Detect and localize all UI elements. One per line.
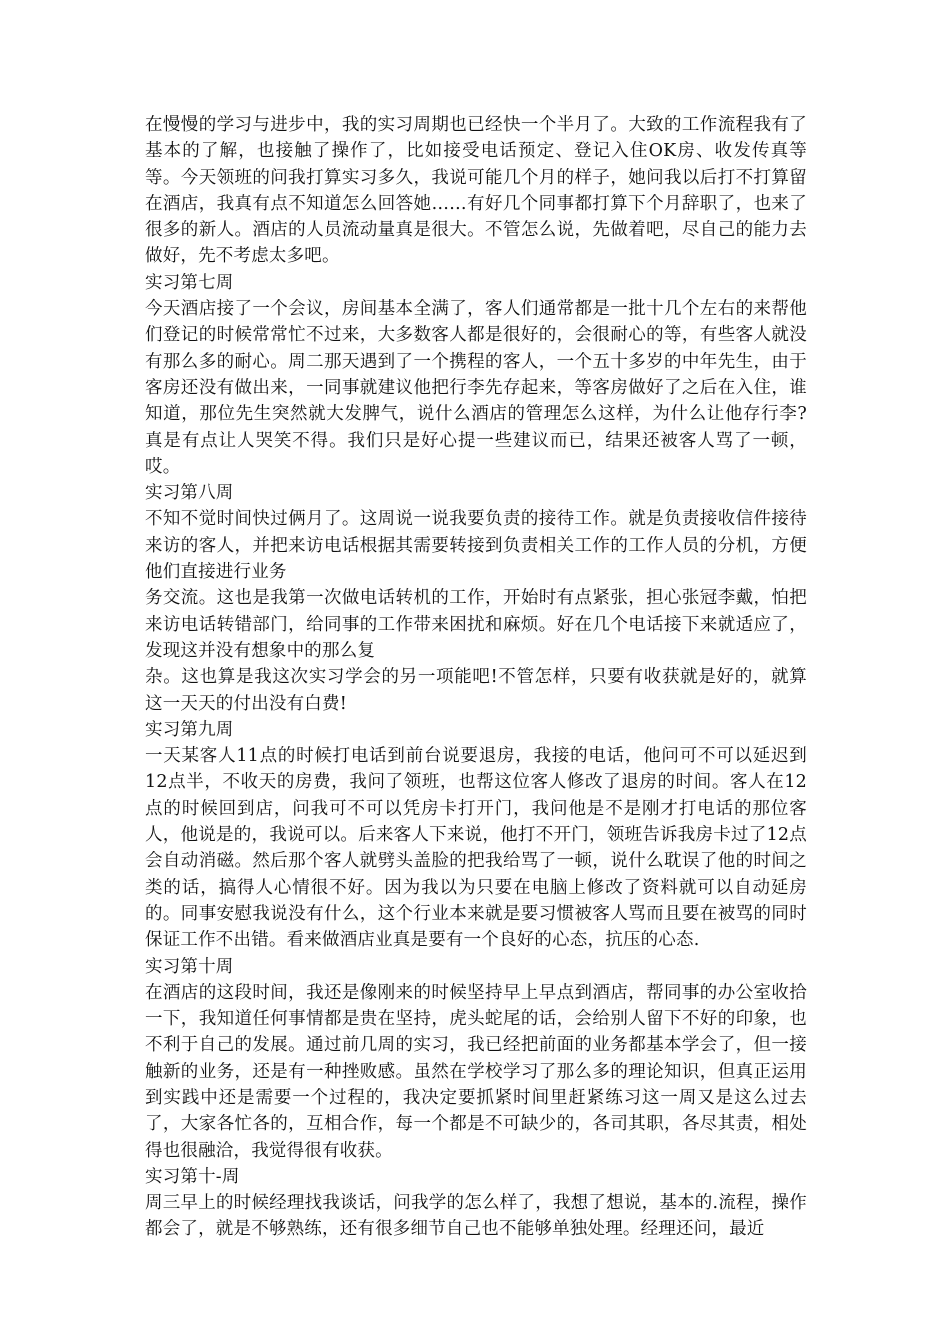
paragraph-week-11: 周三早上的时候经理找我谈话，问我学的怎么样了，我想了想说，基本的.流程，操作都会了，就是不够熟练，还有很多细节自己也不能够单独处理。经理还问，最近 (145, 1193, 807, 1240)
heading-week-8: 实习第八周 (145, 483, 234, 504)
heading-week-10: 实习第十周 (145, 956, 234, 977)
document-body (145, 112, 807, 1243)
paragraph-week-9: 一天某客人11点的时候打电话到前台说要退房，我接的电话，他问可不可以延迟到12点半，不收天的房费，我问了领班，也帮这位客人修改了退房的时间。客人在12点的时候回到店，问我可不可以凭房卡打开门，我问他是不是刚才打电话的那位客人，他说是的，我说可以。后来客人下来说，他打不开门，领班告诉我房卡过了12点会自动消磁。然后那个客人就劈头盖脸的把我给骂了一顿，说什么耽误了他的时间之类的话，搞得人心情很不好。因为我以为只要在电脑上修改了资料就可以自动延房的。同事安慰我说没有什么，这个行业本来就是要习惯被客人骂而且要在被骂的同时保证工作不出错。看来做酒店业真是要有一个良好的心态，抗压的心态. (145, 746, 807, 951)
paragraph-week-8-c: 杂。这也算是我这次实习学会的另一项能吧!不管怎样，只要有收获就是好的，就算这一天天的付出没有白费! (145, 667, 807, 714)
heading-week-9: 实习第九周 (145, 719, 234, 740)
paragraph-week-8-b: 务交流。这也是我第一次做电话转机的工作，开始时有点紧张，担心张冠李戴，怕把来访电话转错部门，给同事的工作带来困扰和麻烦。好在几个电话接下来就适应了，发现这并没有想象中的那么复 (145, 588, 807, 661)
heading-week-7: 实习第七周 (145, 272, 234, 293)
paragraph-intro: 在慢慢的学习与进步中，我的实习周期也已经快一个半月了。大致的工作流程我有了基本的了解，也接触了操作了，比如接受电话预定、登记入住OK房、收发传真等等。今天领班的问我打算实习多久，我说可能几个月的样子，她问我以后打不打算留在酒店，我真有点不知道怎么回答她……有好几个同事都打算下个月辞职了，也来了很多的新人。酒店的人员流动量真是很大。不管怎么说，先做着吧，尽自己的能力去做好，先不考虑太多吧。 (145, 115, 807, 267)
paragraph-week-8-a: 不知不觉时间快过俩月了。这周说一说我要负责的接待工作。就是负责接收信件接待来访的客人，并把来访电话根据其需要转接到负责相关工作的工作人员的分机，方便他们直接进行业务 (145, 509, 807, 583)
paragraph-week-7: 今天酒店接了一个会议，房间基本全满了，客人们通常都是一批十几个左右的来帮他们登记的时候常常忙不过来，大多数客人都是很好的，会很耐心的等，有些客人就没有那么多的耐心。周二那天遇到了一个携程的客人，一个五十多岁的中年先生，由于客房还没有做出来，一同事就建议他把行李先存起来，等客房做好了之后在入住，谁知道，那位先生突然就大发脾气，说什么酒店的管理怎么这样，为什么让他存行李?真是有点让人哭笑不得。我们只是好心提一些建议而已，结果还被客人骂了一顿，哎。 (145, 299, 807, 477)
heading-week-11: 实习第十-周 (145, 1166, 240, 1187)
paragraph-week-10: 在酒店的这段时间，我还是像刚来的时候坚持早上早点到酒店，帮同事的办公室收拾一下，我知道任何事情都是贵在坚持，虎头蛇尾的话，会给别人留下不好的印象，也不利于自己的发展。通过前几周的实习，我已经把前面的业务都基本学会了，但一接触新的业务，还是有一种挫败感。虽然在学校学习了那么多的理论知识，但真正运用到实践中还是需要一个过程的，我决定要抓紧时间里赶紧练习这一周又是这么过去了，大家各忙各的，互相合作，每一个都是不可缺少的，各司其职，各尽其责，相处得也很融洽，我觉得很有收获。 (145, 982, 807, 1161)
